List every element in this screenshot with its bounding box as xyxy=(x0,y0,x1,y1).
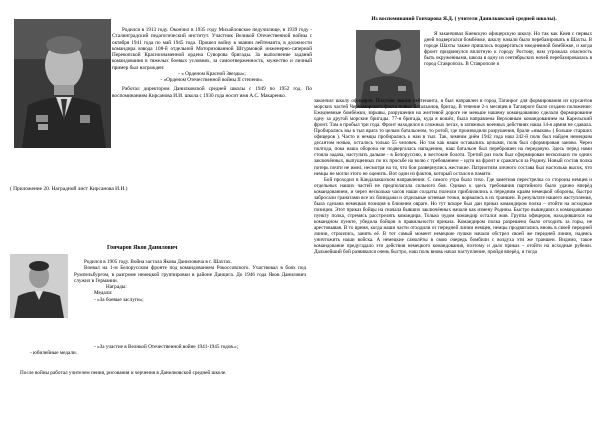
portrait-photo-goncharov xyxy=(10,254,68,318)
memoir-paragraph: Я заканчивал Киевскую офицерскую школу. Но так как Киев с первых дней подвергался бомбёжке, школу начали было перебазировать в Шахты. В городе Шахты также пришлось подвергаться ежедневной бомбёжке, и когда фронт придвинулся вплотную к городу Ростову, нам угрожала опасность быть окруженными, школа в одну из сентябрьских ночей перебазировалась в город Ставрополь. В Ставрополе я xyxy=(424,31,592,68)
goncharov-awards-label: Награды: xyxy=(106,284,127,291)
goncharov-medals-continued xyxy=(10,344,310,357)
goncharov-bio-paragraph: Воевал на 1-м Белорусском фронте под командованием Рокоссовского. Участвовал в боях под Румпельбургом, в разгроме немецкой группировки в районе Данцига. До 1946 года Яков Данилович служил в Германии. xyxy=(74,265,306,284)
kirsanov-bio-paragraph: Родился в 1913 году. Окончил в 1935 году Михайловское педучилище, в 1939 году - Сталинградский педагогический институт. Участник Великой Отечественной войны с октября 1941 года по май 1945 года. Прошел войну в звании лейтенанта, в должности командира взвода 108-й отдельной Моторизованной Штурмовой инженерно-саперной Перекопской Краснознаменной ордена Суворова бригады. За выполнение заданий командования в тяжелых боевых условиях, за самоотверженность, мужество и личный пример был награжден: xyxy=(112,27,312,71)
kirsanov-bio-paragraph-2: Работал директором Данилковской средней школы с 1949 по 1952 год. По воспоминаниям Кирсанова И.И. школа с 1930 года носит имя А.С. Макаренко. xyxy=(112,86,312,99)
kirsanov-award-red-star: - « Орденом Красной Звезды»; xyxy=(178,70,246,77)
memoir-paragraph: закончил школу офицеров. Получив звание лейтенанта, я был направлен в город Таганрог для формирования из курсантов морских частей Черноморского флота новых батальонов, бригад. В течение 2-х месяцев в Таганроге было создано положение: Ежедневные бомбёжки, взрывы, разрушения на желтевой дороге не меньше нашему командованию сделали формирование одну за другой морские бригады. 77-я бригада, куда я вошёл, была направлена Верховным командованием на Карельский фронт. Там я пробыл три года. Фронт находился в сложных лесах, в затяжных военных действиях наша 14-я армия не сдавала. Пробирались мы в тыл врага то целым батальоном, то ротой, где производили разрушения, брали «языков» ( больше старших офицеров ). Часто и немцы пробирались к нам в тыл. Так, зимним днём 1942 года наш 242-й полк был найден немецким десантом ночью, осталось только 55 человек. Но так как наши оставались целыми, полк был сформирован заново. Через полгода, пока наша оборона не подвергалась нападению, наш батальон был переброшен на передовую. Здесь перед нами стояла задача, наступать дальше - в Белоруссию, в жестокие болота. Третий раз полк был сформирован нескольких по одних заключённых, выпущенных по их просьбе на волю с требованием – идти на фронт и сражаться за Родину. Новый состав полка потерь почти не имел, несмотря на то, что бои развернулись жестокие. Патриотизм личного состава был настолько высок, что немцы не могли этого не оценить. Вот один из фактов, который остался в памяти. xyxy=(314,98,592,177)
memoir-paragraph: Бой проходил в Кандалакшском направлении. С самого утра было тихо. Где заметная перестрелка со стороны немцев и отдельных наших частей не предполагала сильного боя. Однако к здесь требования партийного было удачно вперёд командованием, и через несколько часов наши солдаты полезли приблизились к передним краям немецкой обороны, быстро забросали гранатами все их блиндажи и отдельные огневые точки, ворвались в их траншеи. В результате нашего наступления, была сделана немецкая позиция в ближнем овраге. Но тут вскоре был дан приказ командиром полка – отойти на исходные позиции. Этот приказ бойцы на сначала бывших заключённых начали как измену Родины. Быстро вышедших к командованию пункту полка, стремясь расстрелять командира. Только чудом командир остался жив. Группа офицеров, находившихся на командном пункте, убедила бойцов в правильности приказа. Командиром полка разрешено было отходить за горы, не арестовывая. В то время, когда наши части отходили от передней линии немцев, немцы продвигались вновь в своей передней линии, строились, занять её. В тот самый момент немецкие пушки начали обстрел своей же передней линии, надеясь уничтожить наши войска. А немецкие самолёты в свою очередь бомбили с воздуха эти же траншеи. Видимо, такое командование предугадало эти действия немецкого командования, поэтому и дало приказ – отойти на исходные рубежи. Дальнейший бой развивался очень быстро, наш полк вновь начал наступление, пройдя вперёд, и тогда xyxy=(314,176,592,256)
goncharov-medal-item: - «За участие в Великой Отечественной войне 1941-1945 годов.»; xyxy=(94,344,239,350)
goncharov-biography xyxy=(74,259,306,303)
goncharov-medals-label: Медали: xyxy=(94,290,113,297)
portrait-photo-kirsanov xyxy=(14,19,111,148)
portrait-photo-memoir-author xyxy=(356,30,420,108)
appendix-caption: ( Приложение 20. Наградной лист Кирсанова И.И.) xyxy=(10,186,128,192)
goncharov-medal-item: - «За боевые заслуги»; xyxy=(94,296,144,303)
memoir-body-text xyxy=(314,98,592,255)
goncharov-medal-item: - юбилейные медали. xyxy=(30,350,78,357)
goncharov-bio-paragraph: Родился в 1905 году. Война застала Якова Даниловича в г. Шахтах. xyxy=(84,259,232,265)
memoir-title: Из воспоминаний Гончарова Я.Д. ( учителя Данилковской средней школы). xyxy=(371,16,557,22)
goncharov-heading: Гончаров Яков Данилович xyxy=(107,245,178,251)
memoir-lead-text xyxy=(424,31,592,67)
goncharov-after-war: После войны работал учителем пения, рисования и черчения в Данилковской средней школе. xyxy=(20,370,227,376)
kirsanov-biography xyxy=(112,27,312,99)
kirsanov-award-patriotic-war: - «Орденом Отечественной войны II степени». xyxy=(160,77,264,83)
